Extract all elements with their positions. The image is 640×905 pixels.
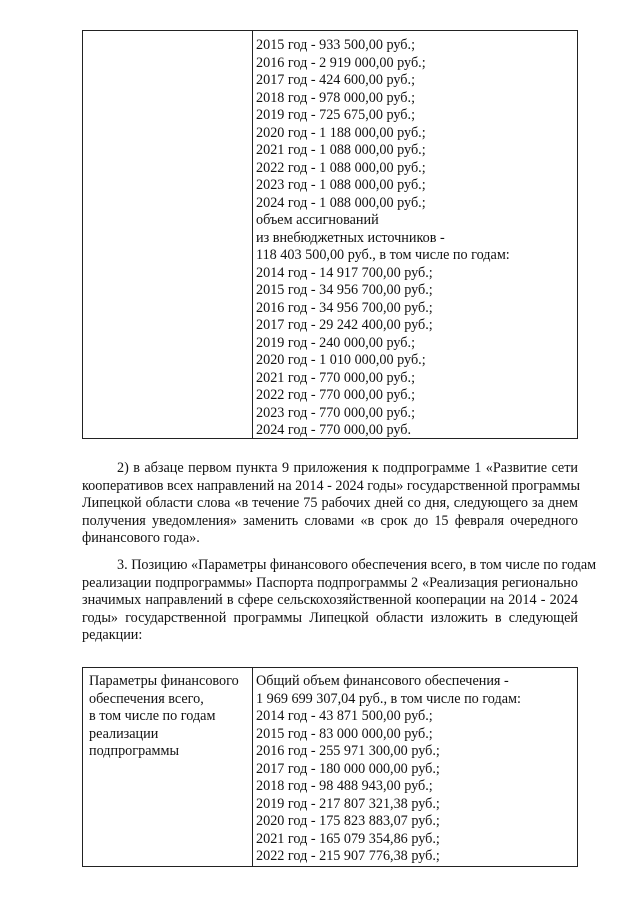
table-left-cell bbox=[89, 673, 239, 761]
table-line: 1 969 699 307,04 руб., в том числе по годам: bbox=[256, 690, 521, 707]
table-line: из внебюджетных источников - bbox=[256, 229, 445, 246]
table-line: 2022 год - 215 907 776,38 руб.; bbox=[256, 848, 440, 864]
financing-table-subprogram-2 bbox=[82, 667, 578, 867]
table-right-cell bbox=[256, 673, 521, 866]
table-line: 2024 год - 770 000,00 руб. bbox=[256, 422, 412, 438]
financing-table-continuation bbox=[82, 30, 578, 439]
table-column-divider bbox=[252, 31, 253, 438]
paragraph-line: значимых направлений в сфере сельскохозяйственной кооперации на 2014 - 2024 bbox=[82, 592, 578, 608]
table-line: 2017 год - 180 000 000,00 руб.; bbox=[256, 760, 440, 777]
table-line: Параметры финансового bbox=[89, 673, 239, 689]
paragraph-line: редакции: bbox=[82, 627, 143, 643]
table-line: 2022 год - 1 088 000,00 руб.; bbox=[256, 159, 426, 176]
paragraph-line: получения уведомления» заменить словами «в срок до 15 февраля очередного bbox=[82, 512, 578, 529]
table-line: 2016 год - 255 971 300,00 руб.; bbox=[256, 743, 440, 759]
table-line: 2019 год - 217 807 321,38 руб.; bbox=[256, 795, 440, 812]
table-line: 118 403 500,00 руб., в том числе по годам: bbox=[256, 247, 510, 263]
table-line: 2020 год - 1 010 000,00 руб.; bbox=[256, 352, 426, 368]
table-line: обеспечения всего, bbox=[89, 690, 204, 707]
table-line: 2017 год - 29 242 400,00 руб.; bbox=[256, 317, 433, 333]
table-line: 2021 год - 1 088 000,00 руб.; bbox=[256, 142, 426, 158]
table-line: 2015 год - 34 956 700,00 руб.; bbox=[256, 282, 433, 298]
paragraph-line: финансового года». bbox=[82, 530, 200, 546]
table-line: 2014 год - 14 917 700,00 руб.; bbox=[256, 264, 433, 281]
table-line: 2019 год - 240 000,00 руб.; bbox=[256, 334, 416, 351]
paragraph-item-3 bbox=[82, 557, 597, 645]
table-column-divider bbox=[252, 668, 253, 866]
table-line: 2024 год - 1 088 000,00 руб.; bbox=[256, 194, 426, 211]
table-line: 2016 год - 2 919 000,00 руб.; bbox=[256, 54, 426, 71]
table-right-cell bbox=[256, 37, 510, 440]
table-line: 2019 год - 725 675,00 руб.; bbox=[256, 107, 416, 123]
table-line: подпрограммы bbox=[89, 743, 179, 759]
paragraph-line: 3. Позицию «Параметры финансового обеспечения всего, в том числе по годам bbox=[117, 557, 597, 573]
table-line: реализации bbox=[89, 725, 159, 742]
paragraph-line: кооперативов всех направлений на 2014 - 2024 годы» государственной программы bbox=[82, 477, 580, 494]
table-line: 2022 год - 770 000,00 руб.; bbox=[256, 387, 416, 403]
table-line: 2015 год - 933 500,00 руб.; bbox=[256, 37, 416, 53]
paragraph-item-2 bbox=[82, 460, 578, 548]
table-line: 2023 год - 770 000,00 руб.; bbox=[256, 404, 416, 421]
table-line: 2021 год - 770 000,00 руб.; bbox=[256, 369, 416, 386]
paragraph-line: 2) в абзаце первом пункта 9 приложения к подпрограмме 1 «Развитие сети bbox=[117, 460, 578, 476]
paragraph-line: Липецкой области слова «в течение 75 рабочих дней со дня, следующего за днем bbox=[82, 495, 578, 511]
table-line: Общий объем финансового обеспечения - bbox=[256, 673, 509, 689]
table-line: 2017 год - 424 600,00 руб.; bbox=[256, 72, 416, 88]
table-line: объем ассигнований bbox=[256, 212, 379, 228]
table-line: 2018 год - 978 000,00 руб.; bbox=[256, 89, 416, 106]
paragraph-line: годы» государственной программы Липецкой области изложить в следующей bbox=[82, 609, 578, 626]
table-line: 2020 год - 175 823 883,07 руб.; bbox=[256, 813, 440, 829]
paragraph-line: реализации подпрограммы» Паспорта подпрограммы 2 «Реализация регионально bbox=[82, 574, 578, 591]
table-line: 2018 год - 98 488 943,00 руб.; bbox=[256, 778, 433, 794]
table-line: 2014 год - 43 871 500,00 руб.; bbox=[256, 708, 433, 724]
table-line: 2021 год - 165 079 354,86 руб.; bbox=[256, 830, 440, 847]
table-line: в том числе по годам bbox=[89, 708, 216, 724]
table-line: 2020 год - 1 188 000,00 руб.; bbox=[256, 124, 426, 141]
table-line: 2015 год - 83 000 000,00 руб.; bbox=[256, 725, 433, 742]
table-line: 2016 год - 34 956 700,00 руб.; bbox=[256, 299, 433, 316]
table-line: 2023 год - 1 088 000,00 руб.; bbox=[256, 177, 426, 193]
